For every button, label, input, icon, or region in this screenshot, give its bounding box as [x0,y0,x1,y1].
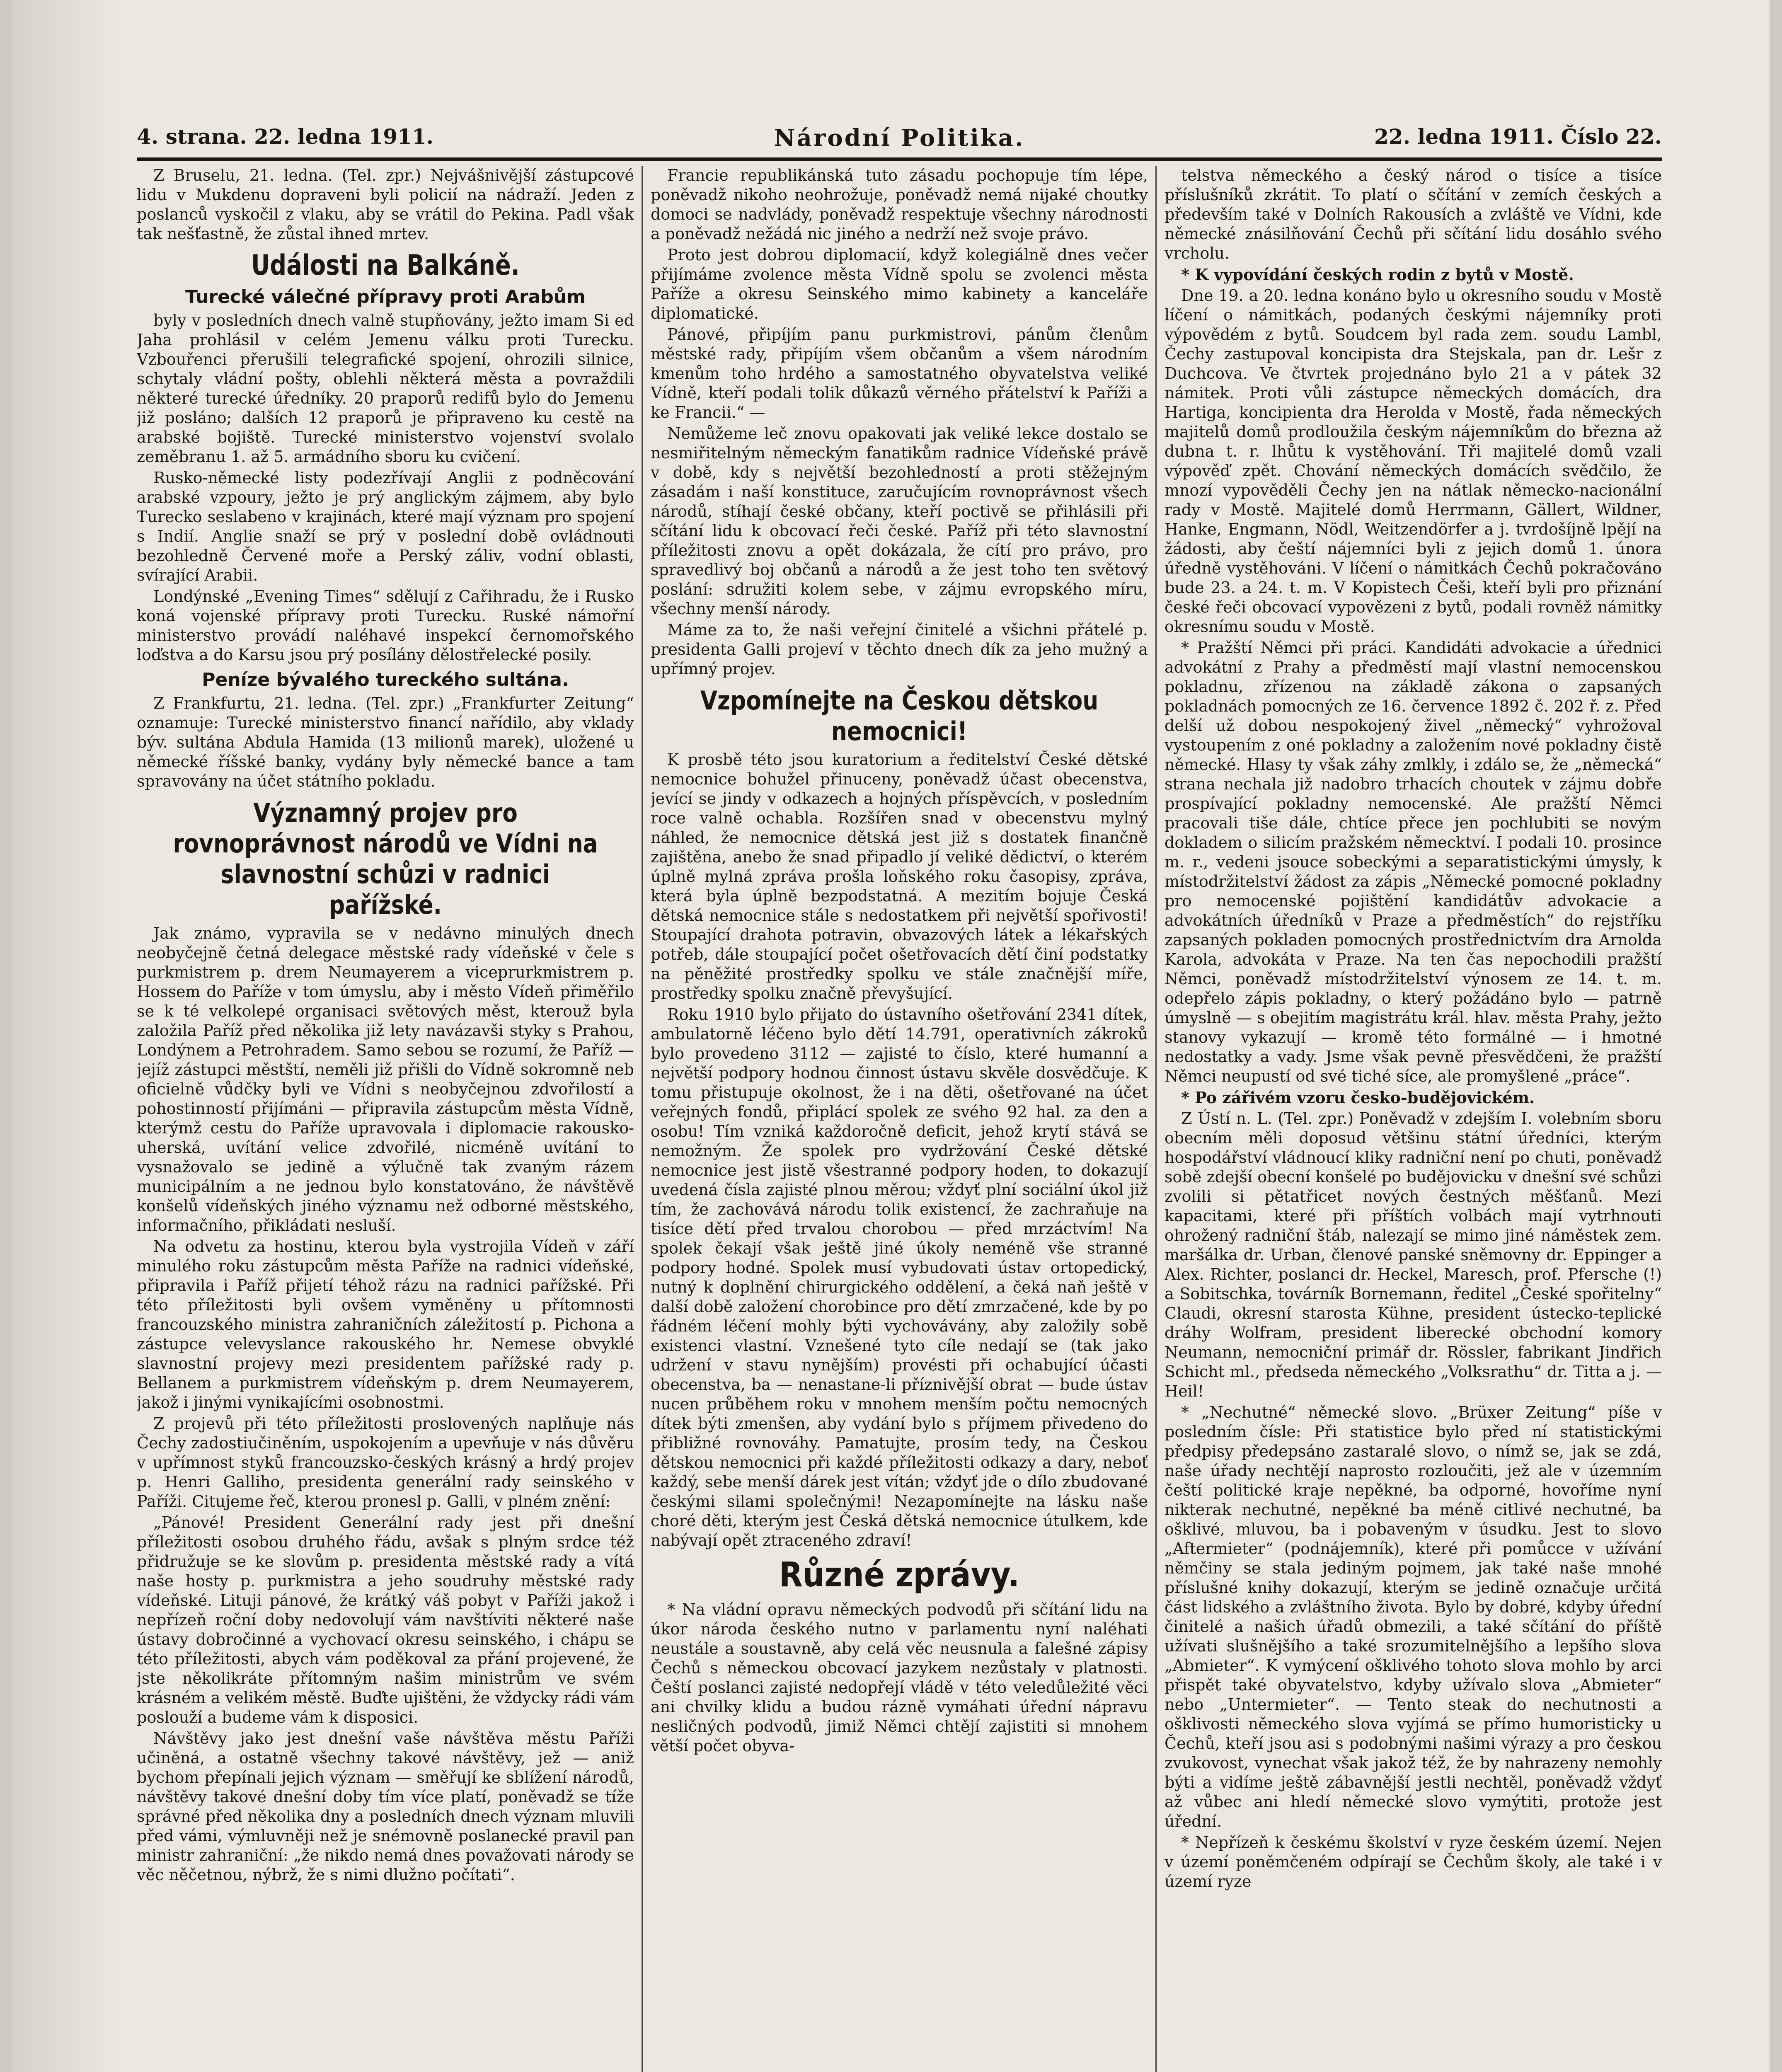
header-date-right: 22. ledna 1911. Číslo 22. [1374,124,1662,149]
article-heading-paris: Významný projev pro rovnoprávnost národů ve Vídni na slavnostní schůzi v radnici pařížské. [173,798,598,920]
article-paragraph: „Pánové! President Generální rady jest při dnešní příležitosti osobou druhého řádu, avšak s plným srdce též přidružuje se ke slovům p. presidenta městské rady a vítá naše hosty p. purkmistra a jeho soudruhy městské rady vídeňské. Lituji pánové, že krátký váš pobyt v Paříži jakož i nepřízeň roční doby nedovolují vám navštíviti některé naše ústavy dobročinné a vychovací okresu seinského, i chápu se této příležitosti, abych vám poděkoval za přání projevené, že jste několikráte přítomným našim ministrům ve svém krásném a velikém městě. Buďte ujištěni, že vždycky rádi vám poslouží a budeme vám k disposici. [137,1513,634,1726]
article-paragraph: Na odvetu za hostinu, kterou byla vystrojila Vídeň v září minulého roku zástupcům města Paříže na radnici vídeňské, připravila i Paříž přijetí téhož rázu na radnici pařížské. Při této příležitosti byli ovšem vyměněny u přítomnosti francouzského ministra zahraničních záležitostí p. Pichona a zástupce velevyslance rakouského hr. Nemese obvyklé slavnostní projevy mezi presidentem pařížské rady p. Bellanem a purkmistrem vídeňským p. drem Neumayerem, jakož i jinými vynikajícími osobnostmi. [137,1237,634,1411]
article-paragraph: telstva německého a český národ o tisíce a tisíce příslušníků zkrátit. To platí o sčítání v zemích českých a především také v Dolních Rakousích a zvláště ve Vídni, kde německé znásilňování Čechů při sčítání lidu dosáhlo svého vrcholu. [1165,166,1662,262]
article-paragraph: * Na vládní opravu německých podvodů při sčítání lidu na úkor národa českého nutno v parlamentu nyní naléhati neustále a soustavně, aby celá věc neusnula a falešné zápisy Čechů s německou obcovací jazykem nezůstaly v platnosti. Čeští poslanci zajisté nedopřejí vládě v této veledůležité věci ani chvilky klidu a budou rázně vymáhati úřední nápravu nesličných podvodů, jimiž Němci chtějí zajistiti si mnohem větší počet obyva- [651,1600,1148,1755]
article-paragraph: * Pražští Němci při práci. Kandidáti advokacie a úřednici advokátní z Prahy a předměstí mají vlastní nemocenskou pokladnu, zřízenou na základě zákona o zapsaných pokladnách pomocných ze 16. července 1892 č. 202 ř. z. Před delší už dobou nespokojený živel „německý“ vyhrožoval vystoupením z oné pokladny a založením nové pokladny čistě německé. Hlasy ty však záhy zmlkly, i zdálo se, že „německá“ strana nechala již nadobro trhacích choutek v zájmu dobře prospívající pokladny nemocenské. Ale pražští Němci pracovali tiše dále, chtíce přece jen pochlubiti se novým dokladem o silicím pražském německtví. I podali 10. prosince m. r., vedeni jsouce sobeckými a separatistickými úmysly, k místodržitelství žádost za zápis „Německé pomocné pokladny pro nemocenské pojištění kandidátův advokacie a advokátních úředníků v Praze a předměstích“ do rejstříku zapsaných pokladen pomocných prostřednictvím dra Arnolda Karola, advokáta v Praze. Na ten čas nepochodili pražští Němci, poněvadž místodržitelství výnosem ze 14. t. m. odepřelo zápis pokladny, o který požádáno bylo — patrně úmyslně — s obejitím magistrátu král. hlav. města Prahy, ježto stanovy vykazují — kromě této formálné — i hmotné nedostatky a vady. Jsme však pevně přesvědčeni, že pražští Němci neupustí od své tiché síce, ale promyšlené „práce“. [1165,639,1662,1085]
column-1 [137,166,634,2072]
article-heading-turkish: Turecké válečné přípravy proti Arabům [185,286,586,307]
article-paragraph: Z Frankfurtu, 21. ledna. (Tel. zpr.) „Frankfurter Zeitung“ oznamuje: Turecké ministerstvo financí nařídilo, aby vklady býv. sultána Abdula Hamida (13 milionů marek), uložené u německé říšské banky, vydány byly německé bance a tam spravovány na účet státního pokladu. [137,694,634,790]
article-paragraph: K prosbě této jsou kuratorium a ředitelství České dětské nemocnice bohužel přinuceny, poněvadž účast obecenstva, jevící se jindy v odkazech a hojných příspěvcích, v posledním roce valně ochabla. Rozšířen snad v obecenstvu mylný náhled, že nemocnice dětská jest již s dostatek finančně zajištěna, anebo že snad připadlo jí veliké dědictví, o kterém úplně mylná zpráva prošla loňského roku časopisy, zpráva, která byla úplně bezpodstatná. A mezitím bojuje Česká dětská nemocnice stále s nedostatkem při největší spořivosti! Stoupající drahota potravin, obvazových látek a lékařských potřeb, dále stoupající počet ošetřovacích dětí činí podstatky na pěněžité prostředky spolku ve stále značnější míře, prostředky spolku značně převyšující. [651,750,1148,1002]
article-paragraph: byly v posledních dnech valně stupňovány, ježto imam Si ed Jaha prohlásil v celém Jemenu válku proti Turecku. Vzbouřenci přerušili telegrafické spojení, ohrozili silnice, schytaly vládní pošty, oblehli některá města a povraždili některé turecké úředníky. 20 praporů redifů bylo do Jemenu již posláno; dalších 12 praporů je připraveno ku cestě na arabské bojiště. Turecké ministerstvo vojenství svolalo zeměbranu 1. až 5. armádního sboru ku cvičení. [137,311,634,466]
column-2 [651,166,1148,2072]
section-heading-news: Různé zprávy. [779,1555,1020,1595]
article-brussels: Z Bruselu, 21. ledna. (Tel. zpr.) Nejvášnivější zástupcové lidu v Mukdenu dopraveni byli policií na nádraží. Jeden z poslanců vyskočil z vlaku, aby se vrátil do Pekina. Padl však tak nešťastně, že zůstal ihned mrtev. [137,166,634,243]
article-heading-hospital: Vzpomínejte na Českou dětskou nemocnici! [700,685,1099,746]
article-paragraph: Proto jest dobrou diplomacií, když kolegiálně dnes večer přijímáme zvolence města Vídně spolu se zvolenci města Paříže a okresu Seinského mimo kabinety a kanceláře diplomatické. [651,246,1148,322]
article-heading-usti: * Po zářivém vzoru česko-budějovickém. [1181,1088,1535,1107]
article-paragraph: Francie republikánská tuto zásadu pochopuje tím lépe, poněvadž nikoho neohrožuje, poněvadž nemá nijaké choutky domoci se nadvlády, poněvadž respektuje všechny národnosti a poněvadž nežádá nic jiného a nedrží než svoje právo. [651,166,1148,243]
article-paragraph: Jak známo, vypravila se v nedávno minulých dnech neobyčejně četná delegace městské rady vídeňské v čele s purkmistrem p. drem Neumayerem a viceprurkmistrem p. Hossem do Paříže v tom úmyslu, aby i město Vídeň přiměřilo se k té velkolepé organisaci světových měst, kterouž byla založila Paříž před několika již lety navázavši styky s Prahou, Londýnem a Petrohradem. Samo sebou se rozumí, že Paříž — jejíž zástupci městští, neměli již přišli do Vídně sokromně neb oficielně vůdčky byli ve Vídni s neobyčejnou zdvořilostí a pohostinností přijímáni — připravila zástupcům města Vídně, kterýmž cestu do Paříže upravovala i diplomacie rakousko-uherská, uvítání velice zdvořilé, nicméně uvítání to vysnažovalo se jedině a výlučně tak zvaným rázem municipálním a ne jednou bylo konstatováno, že návštěvě konšelů vídeňských jiného významu než odborné městského, informačního, přikládati nesluší. [137,924,634,1234]
article-heading-most: * K vypovídání českých rodin z bytů v Mostě. [1181,265,1574,284]
article-paragraph: Z projevů při této příležitosti proslovených naplňuje nás Čechy zadostiučiněním, uspokojením a upevňuje v nás důvěru v upřímnost styků francouzsko-českých krásný a hrdý projev p. Henri Galliho, presidenta generální rady seinského v Paříži. Citujeme řeč, kterou pronesl p. Galli, v plném znění: [137,1414,634,1510]
article-paragraph: Pánové, připíjím panu purkmistrovi, pánům členům městské rady, připíjím všem občanům a všem národním kmenům toho hrdého a samostatného obyvatelstva veliké Vídně, kteří podali tolik důkazů věrného přátelství k Paříži a ke Francii.“ — [651,325,1148,421]
newspaper-page [12,0,1770,2072]
article-paragraph: * „Nechutné“ německé slovo. „Brüxer Zeitung“ píše v posledním čísle: Při statistice bylo před ní statistickými předpisy předepsáno zastaralé slovo, o nímž se, jak se zdá, naše úřady nechtějí naprosto rozloučiti, jež ale v územním čeští politické kraje nepěkné, ba odporné, hovoříme nyní nikterak nechutné, nepěkné ba méně citlivé nechutné, ba ošklivé, mluvou, ba i pobaveným v úsudku. Jest to slovo „Aftermieter“ (podnájemník), které při pomůcce v užívání němčiny se stala jediným pojmem, jak také naše mnohé příslušné knihy dokazují, kterým se jedině označuje určitá část lidského a zvláštního života. Bylo by dobré, kdyby úřední činitelé a našich úřadů obmezili, a také sčítání do příště užívati slušnějšího a také srozumitelnějšího a lepšího slova „Abmieter“. K vymýcení ošklivého tohoto slova mohlo by arci přispět také obyvatelstvo, kdyby užívalo slova „Abmieter“ nebo „Untermieter“. — Tento steak do nechutnosti a ošklivosti německého slova vyjímá se přímo humoristicky u Čechů, kteří jsou asi s podobnými našimi výrazy a pro českou zvukovost, vynechat však jakož též, že by nahrazeny nemohly býti a vidíme ještě zábavnější jestli nechtěl, poněvadž vždyť až vůbec ani hledí německé slovo vymýtiti, protože jest úřední. [1165,1403,1662,1830]
article-paragraph: Z Ústí n. L. (Tel. zpr.) Poněvadž v zdejším I. volebním sboru obecním měli doposud většinu státní úředníci, kterým hospodářství vládnoucí kliky radniční není po chuti, poněvadž sobě zdejší obecní konšelé po budějovicku v dnešní své schůzi zvolili si pětatřicet nových čestných měšťanů. Mezi kapacitami, které při příštích volbách mají vytrhnouti ohrožený radniční štáb, nalezají se mimo jiné náměstek zem. maršálka dr. Urban, členové panské sněmovny dr. Eppinger a Alex. Richter, poslanci dr. Heckel, Maresch, prof. Pfersche (!) a Sobitschka, továrník Bornemann, ředitel „České spořitelny“ Claudi, okresní starosta Kühne, president ústecko-teplické dráhy Wolfram, president liberecké obchodní komory Neumann, nemocniční primář dr. Rössler, fabrikant Jindřich Schicht ml., předseda německého „Volksrathu“ dr. Titta a j. — Heil! [1165,1109,1662,1400]
article-heading-sultan: Peníze bývalého tureckého sultána. [202,669,569,690]
article-paragraph: * Nepřízeň k českému školství v ryze českém území. Nejen v území poněmčeném odpírají se Čechům školy, ale také i v území ryze [1165,1833,1662,1890]
column-3 [1165,166,1662,2072]
column-rule [642,166,643,2072]
masthead-title: Národní Politika. [774,124,1025,152]
article-paragraph: Londýnské „Evening Times“ sdělují z Cařihradu, že i Rusko koná vojenské přípravy proti Turecku. Ruské námořní ministerstvo provádí naléhavé inspekcí černomořského loďstva a do Karsu jsou prý posílány dělostřelecké posily. [137,587,634,664]
section-heading-balkan: Události na Balkáně. [251,249,520,282]
page-header [137,120,1662,161]
article-paragraph: Roku 1910 bylo přijato do ústavního ošetřování 2341 dítek, ambulatorně léčeno bylo dětí 14.791, operativních zákroků bylo provedeno 3112 — zajisté to číslo, které humanní a největší podpory hodnou činnost ústavu skvěle dosvědčuje. K tomu přistupuje okolnost, že i na děti, ošetřované na účet veřejných fondů, připlácí spolek ze svého 92 hal. za den a osobu! Tím vzniká každoročně deficit, jehož krytí stává se nemožným. Že spolek pro vydržování České dětské nemocnice jest jistě všestranné podpory hoden, to dokazují uvedená čísla zajisté plnou měrou; vždyť plní sociální úkol již tím, že zachovává národu tolik existencí, že zachraňuje na tisíce dětí před trvalou chorobou — před mrzáctvím! Na spolek čekají však ještě jiné úkoly neméně vše stranné podpory hodné. Spolek musí vybudovati ústav ortopedický, nutný k doplnění chirurgického oddělení, a čeká naň ještě v další době založení chorobince pro dětí zmrzačené, kde by po řádném léčení mohly býti vychovávány, aby založily sobě existenci vlastní. Vznešené tyto cíle nedají se (tak jako udržení v stavu nynějším) provésti při ochabující účasti obecenstva, ba — nenastane-li příznivější obrat — bude ústav nucen průběhem roku v mnohem menším počtu nemocných dítek býti zmenšen, aby vydání bylo s příjmem přivedeno do přibližné rovnováhy. Pamatujte, prosím tedy, na Českou dětskou nemocnici při každé příležitosti odkazy a dary, neboť každý, sebe menší dárek jest vítán; vždyť jde o dílo zbudované českými silami společnými! Nezapomínejte na lásku naše choré děti, kterým jest Česká dětská nemocnice útulkem, kde nabývají opět ztraceného zdraví! [651,1005,1148,1549]
article-paragraph: Rusko-německé listy podezřívají Anglii z podněcování arabské vzpoury, ježto je prý anglickým zájmem, aby bylo Turecko seslabeno v krajinách, které mají význam pro spojení s Indií. Anglie snaží se prý v poslední době ovládnouti bezohledně Červené moře a Perský záliv, vodní oblasti, svírající Arabii. [137,469,634,584]
column-rule [1155,166,1157,2072]
article-paragraph: Nemůžeme leč znovu opakovati jak veliké lekce dostalo se nesmiřitelným německým fanatikům radnice Vídeňské právě v době, kdy s největší bezohledností a proti stěžejným zásadám i naší konstituce, zaručujícím rovnoprávnost všech národů, stíhají české občany, kteří poctivě se přihlásili při sčítání lidu k obcovací řeči české. Paříž při této slavnostní příležitosti znovu a opět dokázala, že cítí pro právo, pro spravedlivý boj občanů a národů a že jest toho ten světový poslání: sdružiti kolem sebe, v zájmu evropského míru, všechny menší národy. [651,424,1148,618]
article-paragraph: Návštěvy jako jest dnešní vaše návštěva městu Paříži učiněná, a ostatně všechny takové návštěvy, jež — aniž bychom přepínali jejich význam — směřují ke sblížení národů, návštěvy takové dnešní doby tím více platí, poněvadž se tíže správné před několika dny a posledních dnech význam mluvili před vámi, výmluvněji než je snémovně poslanecké pravil pan ministr zahraniční: „že nikdo nemá dnes považovati národy se věc něčetnou, nýbrž, že s nimi dlužno počítati“. [137,1729,634,1884]
binding-shadow [12,0,120,2072]
article-paragraph: Máme za to, že naši veřejní činitelé a všichni přátelé p. presidenta Galli projeví v těchto dnech dík za jeho mužný a upřímný projev. [651,621,1148,678]
article-paragraph: Dne 19. a 20. ledna konáno bylo u okresního soudu v Mostě líčení o námitkách, podaných českými nájemníky proti výpovědém z bytů. Soudcem byl rada zem. soudu Lambl, Čechy zastupoval koncipista dra Stejskala, pan dr. Lešr z Duchcova. Ve čtvrtek projednáno bylo 21 a v pátek 32 námitek. Proti vůli zástupce německých domácích, dra Hartiga, koncipienta dra Herolda v Mostě, řada německých majitelů domů prodloužila českým nájemníkům do března až dubna t. r. lhůtu k vystěhování. Tři majitelé domů vzali výpověď zpět. Chování německých domácích svědčilo, že mnozí vypověděli Čechy jen na nátlak německo-nacionální rady v Mostě. Majitelé domů Herrmann, Gällert, Wildner, Hanke, Engmann, Nödl, Weitzendörfer a j. tvrdošíjně lpějí na žádosti, aby čeští nájemníci byli z jejich domů 1. února úředně vystěhováni. V líčení o námitkách Čechů pokračováno bude 23. a 24. t. m. V Kopistech Češi, kteří byli pro přiznání české řeči obcovací vypovězeni z bytů, podali rovněž námitky okresnímu soudu v Mostě. [1165,286,1662,636]
header-date-left: 4. strana. 22. ledna 1911. [137,124,434,149]
